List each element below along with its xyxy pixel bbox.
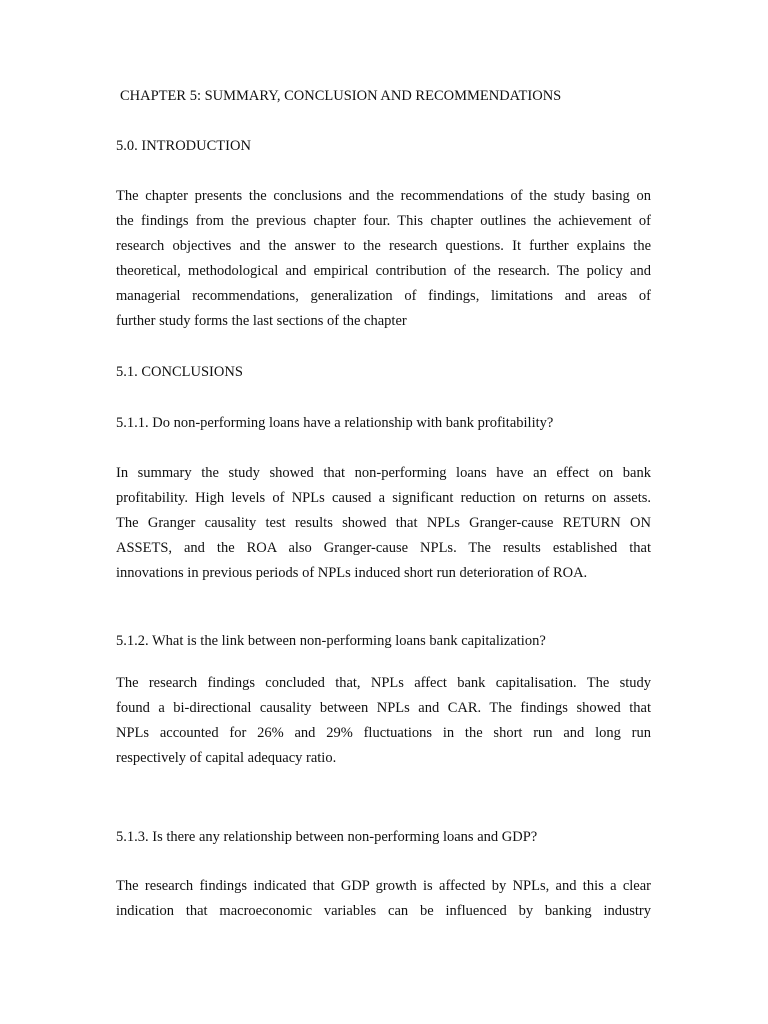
chapter-title: CHAPTER 5: SUMMARY, CONCLUSION AND RECOMMENDATIONS [120, 88, 562, 104]
paragraph-line: further study forms the last sections of the chapter [116, 313, 407, 329]
paragraph-line: profitability. High levels of NPLs caused a significant reduction on returns on assets. [116, 490, 651, 506]
question-3-paragraph [116, 874, 651, 924]
paragraph-line: managerial recommendations, generalization of findings, limitations and areas of [116, 288, 651, 304]
paragraph-line: NPLs accounted for 26% and 29% fluctuations in the short run and long run [116, 725, 651, 741]
question-2-heading: 5.1.2. What is the link between non-performing loans bank capitalization? [116, 633, 546, 649]
paragraph-line: innovations in previous periods of NPLs induced short run deterioration of ROA. [116, 565, 588, 581]
intro-paragraph [116, 184, 651, 334]
paragraph-line: The Granger causality test results showed that NPLs Granger-cause RETURN ON [116, 515, 651, 531]
conclusions-heading: 5.1. CONCLUSIONS [116, 364, 243, 380]
question-1-heading: 5.1.1. Do non-performing loans have a relationship with bank profitability? [116, 415, 554, 431]
paragraph-line: research objectives and the answer to the research questions. It further explains the [116, 238, 651, 254]
paragraph-line: The research findings indicated that GDP growth is affected by NPLs, and this a clear [116, 878, 651, 894]
intro-heading: 5.0. INTRODUCTION [116, 138, 251, 154]
question-1-paragraph [116, 461, 651, 586]
paragraph-line: indication that macroeconomic variables can be influenced by banking industry [116, 903, 651, 919]
paragraph-line: respectively of capital adequacy ratio. [116, 750, 337, 766]
question-2-paragraph [116, 671, 651, 771]
paragraph-line: The chapter presents the conclusions and the recommendations of the study basing on [116, 188, 651, 204]
paragraph-line: The research findings concluded that, NPLs affect bank capitalisation. The study [116, 675, 651, 691]
paragraph-line: theoretical, methodological and empirical contribution of the research. The policy and [116, 263, 651, 279]
question-3-heading: 5.1.3. Is there any relationship between non-performing loans and GDP? [116, 829, 538, 845]
paragraph-line: ASSETS, and the ROA also Granger-cause NPLs. The results established that [116, 540, 651, 556]
paragraph-line: found a bi-directional causality between NPLs and CAR. The findings showed that [116, 700, 651, 716]
paragraph-line: In summary the study showed that non-performing loans have an effect on bank [116, 465, 651, 481]
paragraph-line: the findings from the previous chapter four. This chapter outlines the achievement of [116, 213, 651, 229]
